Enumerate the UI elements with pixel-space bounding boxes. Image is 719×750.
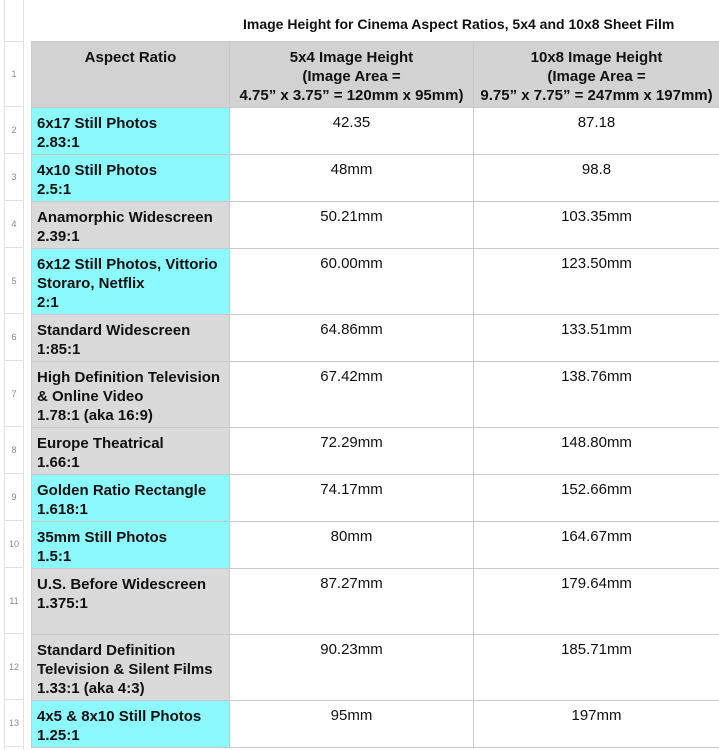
row-number[interactable]: 13 [5, 700, 23, 747]
aspect-ratio-text: Television & Silent Films [37, 661, 213, 678]
aspect-ratio-cell[interactable] [32, 362, 230, 428]
table-row [32, 428, 719, 475]
aspect-ratio-text: & Online Video [37, 388, 144, 405]
ten-by-eight-height-cell[interactable]: 87.18 [474, 108, 719, 155]
row-number[interactable]: 10 [5, 521, 23, 568]
header-5x4-line: 4.75” x 3.75” = 120mm x 95mm) [239, 87, 464, 104]
aspect-ratio-text: 6x12 Still Photos, Vittorio [37, 256, 218, 273]
header-row [32, 42, 719, 108]
row-number[interactable]: 6 [5, 314, 23, 361]
row-number[interactable]: 2 [5, 107, 23, 154]
aspect-ratio-cell[interactable] [32, 569, 230, 635]
aspect-ratio-text: Golden Ratio Rectangle [37, 482, 207, 499]
table-row [32, 522, 719, 569]
ten-by-eight-height-cell[interactable]: 164.67mm [474, 522, 719, 569]
aspect-ratio-cell[interactable] [32, 202, 230, 249]
aspect-ratio-cell[interactable] [32, 701, 230, 748]
aspect-ratio-cell[interactable] [32, 249, 230, 315]
header-aspect-ratio[interactable] [32, 42, 230, 108]
aspect-ratio-table [31, 41, 719, 748]
aspect-ratio-cell[interactable] [32, 522, 230, 569]
ten-by-eight-height-cell[interactable]: 133.51mm [474, 315, 719, 362]
aspect-ratio-cell[interactable] [32, 315, 230, 362]
ten-by-eight-height-cell[interactable]: 148.80mm [474, 428, 719, 475]
header-10x8-image-height[interactable] [474, 42, 719, 108]
table-row [32, 315, 719, 362]
five-by-four-height-cell[interactable]: 80mm [230, 522, 474, 569]
aspect-ratio-text: U.S. Before Widescreen [37, 576, 207, 593]
five-by-four-height-cell[interactable]: 90.23mm [230, 635, 474, 701]
row-number[interactable]: 7 [5, 361, 23, 427]
aspect-ratio-text: Anamorphic Widescreen [37, 209, 213, 226]
aspect-ratio-text: 1.66:1 [37, 454, 80, 471]
aspect-ratio-text: 1.33:1 (aka 4:3) [37, 680, 145, 697]
five-by-four-height-cell[interactable]: 60.00mm [230, 249, 474, 315]
header-10x8-line: (Image Area = [547, 68, 646, 85]
ten-by-eight-height-cell[interactable]: 138.76mm [474, 362, 719, 428]
row-number-gutter [4, 0, 24, 750]
table-row [32, 569, 719, 635]
aspect-ratio-text: 35mm Still Photos [37, 529, 168, 546]
row-number[interactable]: 4 [5, 201, 23, 248]
table-row [32, 475, 719, 522]
table-row [32, 108, 719, 155]
row-number[interactable]: 1 [5, 41, 23, 107]
aspect-ratio-text: High Definition Television [37, 369, 221, 386]
aspect-ratio-text: Storaro, Netflix [37, 275, 145, 292]
aspect-ratio-cell[interactable] [32, 155, 230, 202]
row-number[interactable]: 11 [5, 568, 23, 634]
five-by-four-height-cell[interactable]: 64.86mm [230, 315, 474, 362]
header-10x8-line: 9.75” x 7.75” = 247mm x 197mm) [480, 87, 713, 104]
five-by-four-height-cell[interactable]: 74.17mm [230, 475, 474, 522]
ten-by-eight-height-cell[interactable]: 179.64mm [474, 569, 719, 635]
aspect-ratio-text: Standard Definition [37, 642, 176, 659]
gutter-corner [5, 0, 23, 42]
table-row [32, 362, 719, 428]
row-number[interactable]: 9 [5, 474, 23, 521]
aspect-ratio-text: 2.39:1 [37, 228, 80, 245]
ten-by-eight-height-cell[interactable]: 197mm [474, 701, 719, 748]
aspect-ratio-cell[interactable] [32, 428, 230, 475]
table-row [32, 155, 719, 202]
aspect-ratio-text: 2.83:1 [37, 134, 80, 151]
aspect-ratio-text: Europe Theatrical [37, 435, 164, 452]
aspect-ratio-text: 1.25:1 [37, 727, 80, 744]
row-number[interactable]: 8 [5, 427, 23, 474]
ten-by-eight-height-cell[interactable]: 123.50mm [474, 249, 719, 315]
aspect-ratio-cell[interactable] [32, 635, 230, 701]
header-5x4-image-height[interactable] [230, 42, 474, 108]
header-aspect-ratio-label: Aspect Ratio [84, 49, 177, 66]
ten-by-eight-height-cell[interactable]: 103.35mm [474, 202, 719, 249]
aspect-ratio-text: 6x17 Still Photos [37, 115, 158, 132]
row-number[interactable]: 5 [5, 248, 23, 314]
aspect-ratio-text: 1.375:1 [37, 595, 88, 612]
five-by-four-height-cell[interactable]: 95mm [230, 701, 474, 748]
aspect-ratio-cell[interactable] [32, 475, 230, 522]
ten-by-eight-height-cell[interactable]: 185.71mm [474, 635, 719, 701]
aspect-ratio-text: 1.5:1 [37, 548, 72, 565]
table-row [32, 635, 719, 701]
five-by-four-height-cell[interactable]: 72.29mm [230, 428, 474, 475]
aspect-ratio-text: Standard Widescreen [37, 322, 191, 339]
aspect-ratio-text: 4x5 & 8x10 Still Photos [37, 708, 202, 725]
five-by-four-height-cell[interactable]: 42.35 [230, 108, 474, 155]
table-row [32, 701, 719, 748]
row-number[interactable]: 12 [5, 634, 23, 700]
ten-by-eight-height-cell[interactable]: 152.66mm [474, 475, 719, 522]
aspect-ratio-text: 2:1 [37, 294, 59, 311]
table-row [32, 202, 719, 249]
aspect-ratio-text: 2.5:1 [37, 181, 72, 198]
five-by-four-height-cell[interactable]: 67.42mm [230, 362, 474, 428]
aspect-ratio-text: 4x10 Still Photos [37, 162, 158, 179]
header-10x8-line: 10x8 Image Height [530, 49, 663, 66]
header-5x4-line: 5x4 Image Height [289, 49, 414, 66]
ten-by-eight-height-cell[interactable]: 98.8 [474, 155, 719, 202]
aspect-ratio-text: 1.618:1 [37, 501, 88, 518]
header-5x4-line: (Image Area = [302, 68, 401, 85]
sheet-title: Image Height for Cinema Aspect Ratios, 5x4 and 10x8 Sheet Film [243, 16, 675, 32]
five-by-four-height-cell[interactable]: 50.21mm [230, 202, 474, 249]
aspect-ratio-text: 1.78:1 (aka 16:9) [37, 407, 153, 424]
row-number[interactable]: 3 [5, 154, 23, 201]
table-row [32, 249, 719, 315]
aspect-ratio-text: 1:85:1 [37, 341, 81, 358]
five-by-four-height-cell[interactable]: 48mm [230, 155, 474, 202]
five-by-four-height-cell[interactable]: 87.27mm [230, 569, 474, 635]
aspect-ratio-cell[interactable] [32, 108, 230, 155]
